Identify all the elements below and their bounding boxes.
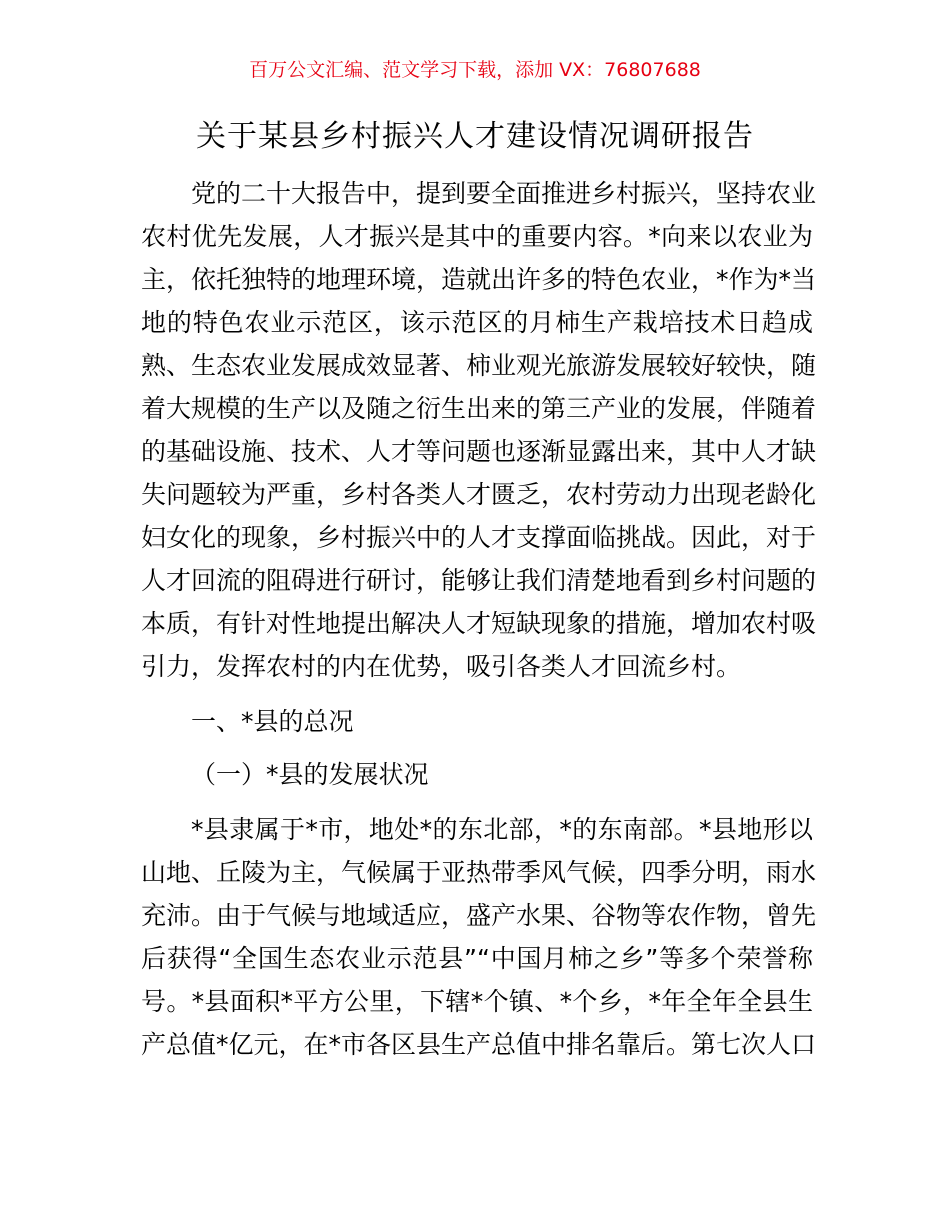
- paragraph-line: 后获得“全国生态农业示范县”“中国月柿之乡”等多个荣誉称: [141, 944, 813, 973]
- heading-text: （一）*县的发展状况: [191, 760, 429, 789]
- section-paragraph: [141, 808, 817, 1066]
- paragraph-line: 农村优先发展，人才振兴是其中的重要内容。*向来以农业为: [141, 222, 813, 251]
- paragraph-line: 着大规模的生产以及随之衍生出来的第三产业的发展，伴随着: [141, 394, 817, 423]
- paragraph-line: 妇女化的现象，乡村振兴中的人才支撑面临挑战。因此，对于: [141, 523, 817, 552]
- paragraph-line: 熟、生态农业发展成效显著、柿业观光旅游发展较好较快，随: [141, 351, 817, 380]
- paragraph-line: 党的二十大报告中，提到要全面推进乡村振兴，坚持农业: [191, 179, 817, 208]
- section-heading-1: [141, 700, 813, 743]
- paragraph-line: 主，依托独特的地理环境，造就出许多的特色农业，*作为*当: [141, 265, 817, 294]
- document-title: 关于某县乡村振兴人才建设情况调研报告: [196, 119, 754, 154]
- paragraph-line: 地的特色农业示范区，该示范区的月柿生产栽培技术日趋成: [141, 308, 813, 337]
- intro-paragraph: [141, 172, 817, 688]
- paragraph-line: 号。*县面积*平方公里，下辖*个镇、*个乡，*年全年全县生: [141, 987, 813, 1016]
- paragraph-line: 的基础设施、技术、人才等问题也逐渐显露出来，其中人才缺: [141, 437, 817, 466]
- subsection-heading-1: [141, 753, 813, 796]
- watermark-banner: 百万公文汇编、范文学习下载，添加 VX：76807688: [249, 59, 701, 81]
- paragraph-line: 充沛。由于气候与地域适应，盛产水果、谷物等农作物，曾先: [141, 901, 817, 930]
- paragraph-line: *县隶属于*市，地处*的东北部，*的东南部。*县地形以: [191, 815, 813, 844]
- paragraph-line: 本质，有针对性地提出解决人才短缺现象的措施，增加农村吸: [141, 609, 817, 638]
- paragraph-line: 失问题较为严重，乡村各类人才匮乏，农村劳动力出现老龄化: [141, 480, 817, 509]
- paragraph-line: 山地、丘陵为主，气候属于亚热带季风气候，四季分明，雨水: [141, 858, 817, 887]
- paragraph-line: 人才回流的阻碍进行研讨，能够让我们清楚地看到乡村问题的: [141, 566, 817, 595]
- paragraph-line: 引力，发挥农村的内在优势，吸引各类人才回流乡村。: [141, 652, 742, 681]
- heading-text: 一、*县的总况: [191, 707, 354, 736]
- paragraph-line: 产总值*亿元，在*市各区县生产总值中排名靠后。第七次人口: [141, 1030, 817, 1059]
